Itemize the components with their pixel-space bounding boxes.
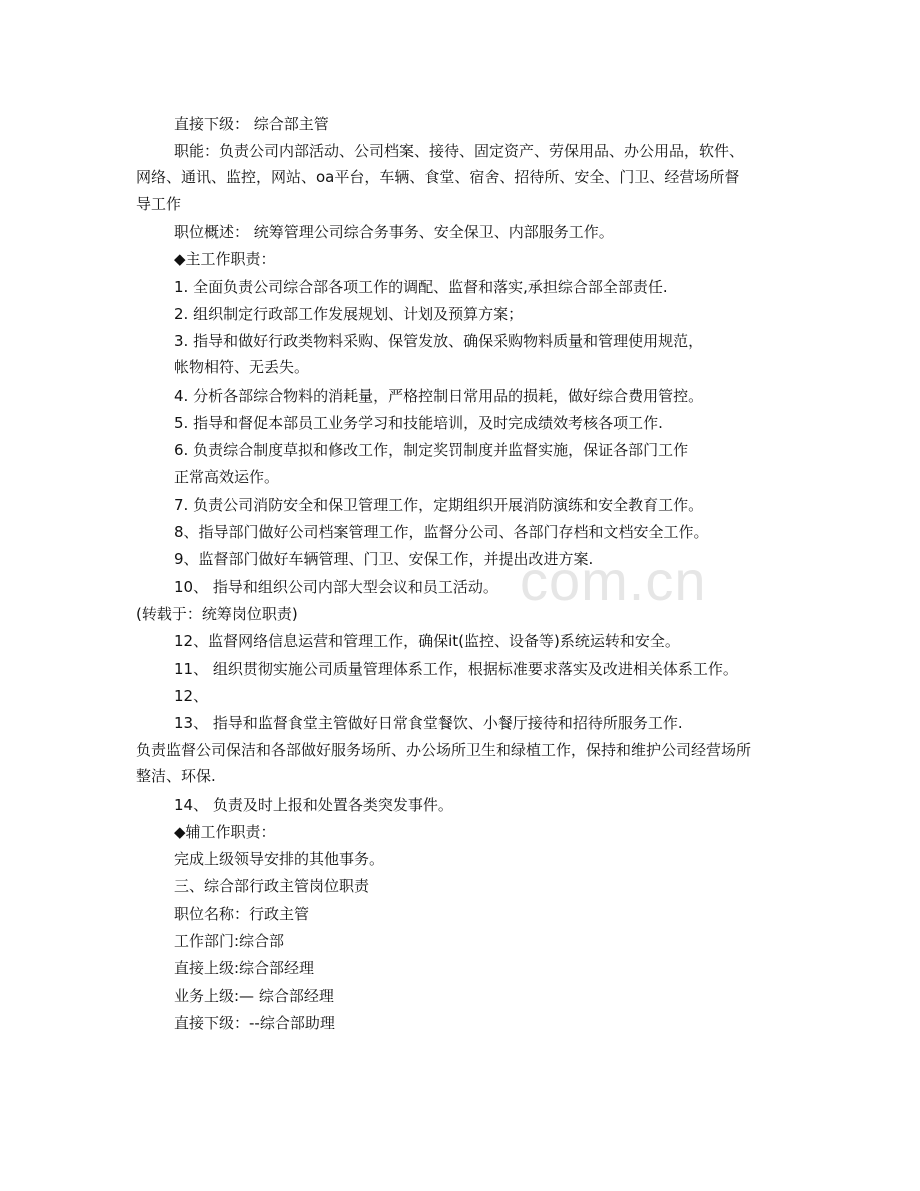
list-item: 6. 负责综合制度草拟和修改工作，制定奖罚制度并监督实施，保证各部门工作 xyxy=(174,441,689,459)
text-line: 完成上级领导安排的其他事务。 xyxy=(174,850,385,868)
text-line: 职位名称：行政主管 xyxy=(174,905,310,923)
text-line: 负责监督公司保洁和各部做好服务场所、办公场所卫生和绿植工作，保持和维护公司经营场所 xyxy=(136,741,752,759)
section-heading: ◆辅工作职责： xyxy=(174,823,276,841)
text-line: 正常高效运作。 xyxy=(174,468,280,486)
list-item: 4. 分析各部综合物料的消耗量，严格控制日常用品的损耗，做好综合费用管控。 xyxy=(174,387,704,405)
text-line: 工作部门:综合部 xyxy=(174,932,285,950)
list-item: 2. 组织制定行政部工作发展规划、计划及预算方案； xyxy=(174,305,524,323)
section-heading: 三、综合部行政主管岗位职责 xyxy=(174,877,370,895)
list-item: 9、监督部门做好车辆管理、门卫、安保工作，并提出改进方案. xyxy=(174,550,594,568)
list-item: 8、指导部门做好公司档案管理工作，监督分公司、各部门存档和文档安全工作。 xyxy=(174,523,709,541)
text-line: 业务上级:— 综合部经理 xyxy=(174,987,334,1005)
text-line: 网络、通讯、监控，网站、oa平台，车辆、食堂、宿舍、招待所、安全、门卫、经营场所督 xyxy=(136,168,740,186)
list-item: 13、 指导和监督食堂主管做好日常食堂餐饮、小餐厅接待和招待所服务工作. xyxy=(174,714,683,732)
list-item: 1. 全面负责公司综合部各项工作的调配、监督和落实,承担综合部全部责任. xyxy=(174,278,668,296)
text-line: 帐物相符、无丢失。 xyxy=(174,358,310,376)
list-item: 12、 xyxy=(174,687,209,705)
text-line: 直接下级： 综合部主管 xyxy=(174,115,329,133)
text-line: 职位概述： 统筹管理公司综合务事务、安全保卫、内部服务工作。 xyxy=(174,223,614,241)
list-item: 14、 负责及时上报和处置各类突发事件。 xyxy=(174,796,453,814)
list-item: 7. 负责公司消防安全和保卫管理工作，定期组织开展消防演练和安全教育工作。 xyxy=(174,496,704,514)
text-line: 职能：负责公司内部活动、公司档案、接待、固定资产、劳保用品、办公用品，软件、 xyxy=(174,142,745,160)
source-note: (转载于：统筹岗位职责) xyxy=(136,605,298,623)
list-item: 12、监督网络信息运营和管理工作，确保it(监控、设备等)系统运转和安全。 xyxy=(174,632,680,650)
text-line: 导工作 xyxy=(136,195,182,213)
list-item: 3. 指导和做好行政类物料采购、保管发放、确保采购物料质量和管理使用规范， xyxy=(174,332,704,350)
section-heading: ◆主工作职责： xyxy=(174,250,276,268)
list-item: 11、 组织贯彻实施公司质量管理体系工作，根据标准要求落实及改进相关体系工作。 xyxy=(174,660,738,678)
text-line: 直接下级：--综合部助理 xyxy=(174,1014,335,1032)
text-line: 直接上级:综合部经理 xyxy=(174,959,315,977)
list-item: 5. 指导和督促本部员工业务学习和技能培训，及时完成绩效考核各项工作. xyxy=(174,414,663,432)
watermark: com.cn xyxy=(520,549,707,612)
text-line: 整洁、环保. xyxy=(136,767,216,785)
list-item: 10、 指导和组织公司内部大型会议和员工活动。 xyxy=(174,578,498,596)
